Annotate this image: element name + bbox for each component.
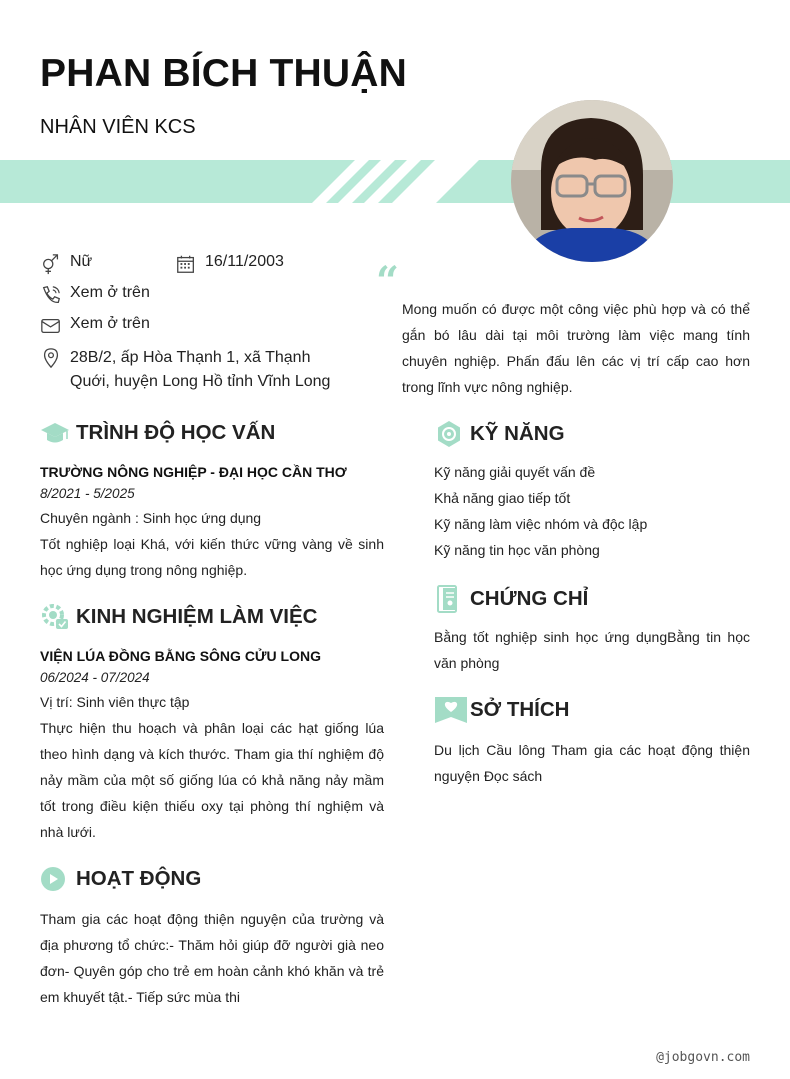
- certificate-icon: [434, 584, 464, 614]
- job-title: NHÂN VIÊN KCS: [40, 116, 196, 138]
- gender-row: [40, 253, 92, 275]
- skills-heading: [434, 419, 750, 449]
- dob-value: 16/11/2003: [205, 253, 284, 270]
- email-value: Xem ở trên: [70, 315, 150, 332]
- quote-icon: “: [376, 258, 400, 305]
- phone-row: [40, 284, 150, 306]
- certificates-heading: [434, 584, 750, 614]
- skills-title: KỸ NĂNG: [470, 422, 565, 445]
- education-major: Chuyên ngành : Sinh học ứng dụng: [40, 510, 262, 526]
- company-name: VIỆN LÚA ĐỒNG BẰNG SÔNG CỬU LONG: [40, 648, 321, 664]
- phone-value: Xem ở trên: [70, 284, 150, 301]
- address-line-1: 28B/2, ấp Hòa Thạnh 1, xã Thạnh: [70, 349, 311, 366]
- education-detail: Tốt nghiệp loại Khá, với kiến thức vững vàng về sinh học ứng dụng trong nông nghiệp.: [40, 536, 384, 578]
- skill-item: Kỹ năng làm việc nhóm và độc lập: [434, 516, 648, 532]
- address-line-2: Quới, huyện Long Hồ tỉnh Vĩnh Long: [70, 373, 331, 390]
- skills-badge-icon: [434, 419, 464, 449]
- footer-watermark: @jobgovn.com: [656, 1050, 750, 1065]
- skills-section: [434, 419, 750, 563]
- gear-check-icon: [40, 602, 70, 632]
- experience-period: 06/2024 - 07/2024: [40, 670, 150, 685]
- activity-icon: [40, 864, 70, 894]
- education-section: [40, 418, 384, 583]
- certificates-title: CHỨNG CHỈ: [470, 587, 589, 610]
- activities-title: HOẠT ĐỘNG: [76, 867, 202, 890]
- gender-icon: [40, 253, 62, 275]
- experience-heading: [40, 602, 384, 632]
- experience-section: [40, 602, 384, 845]
- activities-section: [40, 864, 384, 1010]
- education-title: TRÌNH ĐỘ HỌC VẤN: [76, 421, 276, 444]
- school-name: TRƯỜNG NÔNG NGHIỆP - ĐẠI HỌC CẦN THƠ: [40, 464, 347, 480]
- phone-icon: [40, 284, 62, 306]
- skill-item: Khả năng giao tiếp tốt: [434, 490, 571, 506]
- education-period: 8/2021 - 5/2025: [40, 486, 135, 501]
- education-heading: [40, 418, 384, 448]
- experience-position: Vị trí: Sinh viên thực tập: [40, 694, 190, 710]
- hobbies-heading: [434, 695, 750, 725]
- skills-list: [434, 459, 750, 563]
- hobbies-title: SỞ THÍCH: [470, 698, 570, 721]
- dob-row: [175, 253, 284, 275]
- skill-item: Kỹ năng giải quyết vấn đề: [434, 464, 596, 480]
- hobbies-detail: Du lịch Cầu lông Tham gia các hoạt động thiện nguyện Đọc sách: [434, 742, 750, 784]
- heart-icon: [434, 695, 468, 725]
- experience-title: KINH NGHIỆM LÀM VIỆC: [76, 605, 318, 628]
- graduation-cap-icon: [40, 418, 70, 448]
- candidate-name: PHAN BÍCH THUẬN: [40, 52, 407, 95]
- skill-item: Kỹ năng tin học văn phòng: [434, 542, 600, 558]
- location-pin-icon: [40, 347, 62, 369]
- activities-heading: [40, 864, 384, 894]
- certificates-section: [434, 584, 750, 676]
- career-objective: Mong muốn có được một công việc phù hợp và có thể gắn bó lâu dài tại môi trường làm việc mang tính chuyên nghiệp. Phấn đấu lên các vị trí cấp cao hơn trong lĩnh vực nông nghiệp.: [402, 301, 750, 395]
- address-row: [40, 346, 330, 394]
- activities-detail: Tham gia các hoạt động thiện nguyện của trường và địa phương tổ chức:- Thăm hỏi giúp đỡ người già neo đơn- Quyên góp cho trẻ em hoàn cảnh khó khăn và trẻ em khuyết tật.- Tiếp sức mùa thi: [40, 911, 384, 1005]
- profile-photo: [511, 100, 673, 262]
- certificates-detail: Bằng tốt nghiệp sinh học ứng dụngBằng tin học văn phòng: [434, 629, 750, 671]
- hobbies-section: [434, 695, 750, 789]
- calendar-icon: [175, 253, 197, 275]
- experience-detail: Thực hiện thu hoạch và phân loại các hạt giống lúa theo hình dạng và kích thước. Tham gia thí nghiệm độ nảy mầm của một số giống lúa có khả năng nảy mầm tốt trong điều kiện thiếu oxy tại phòng thí nghiệm và nhà lưới.: [40, 720, 384, 840]
- gender-value: Nữ: [70, 253, 93, 270]
- email-row: [40, 315, 150, 337]
- envelope-icon: [40, 315, 62, 337]
